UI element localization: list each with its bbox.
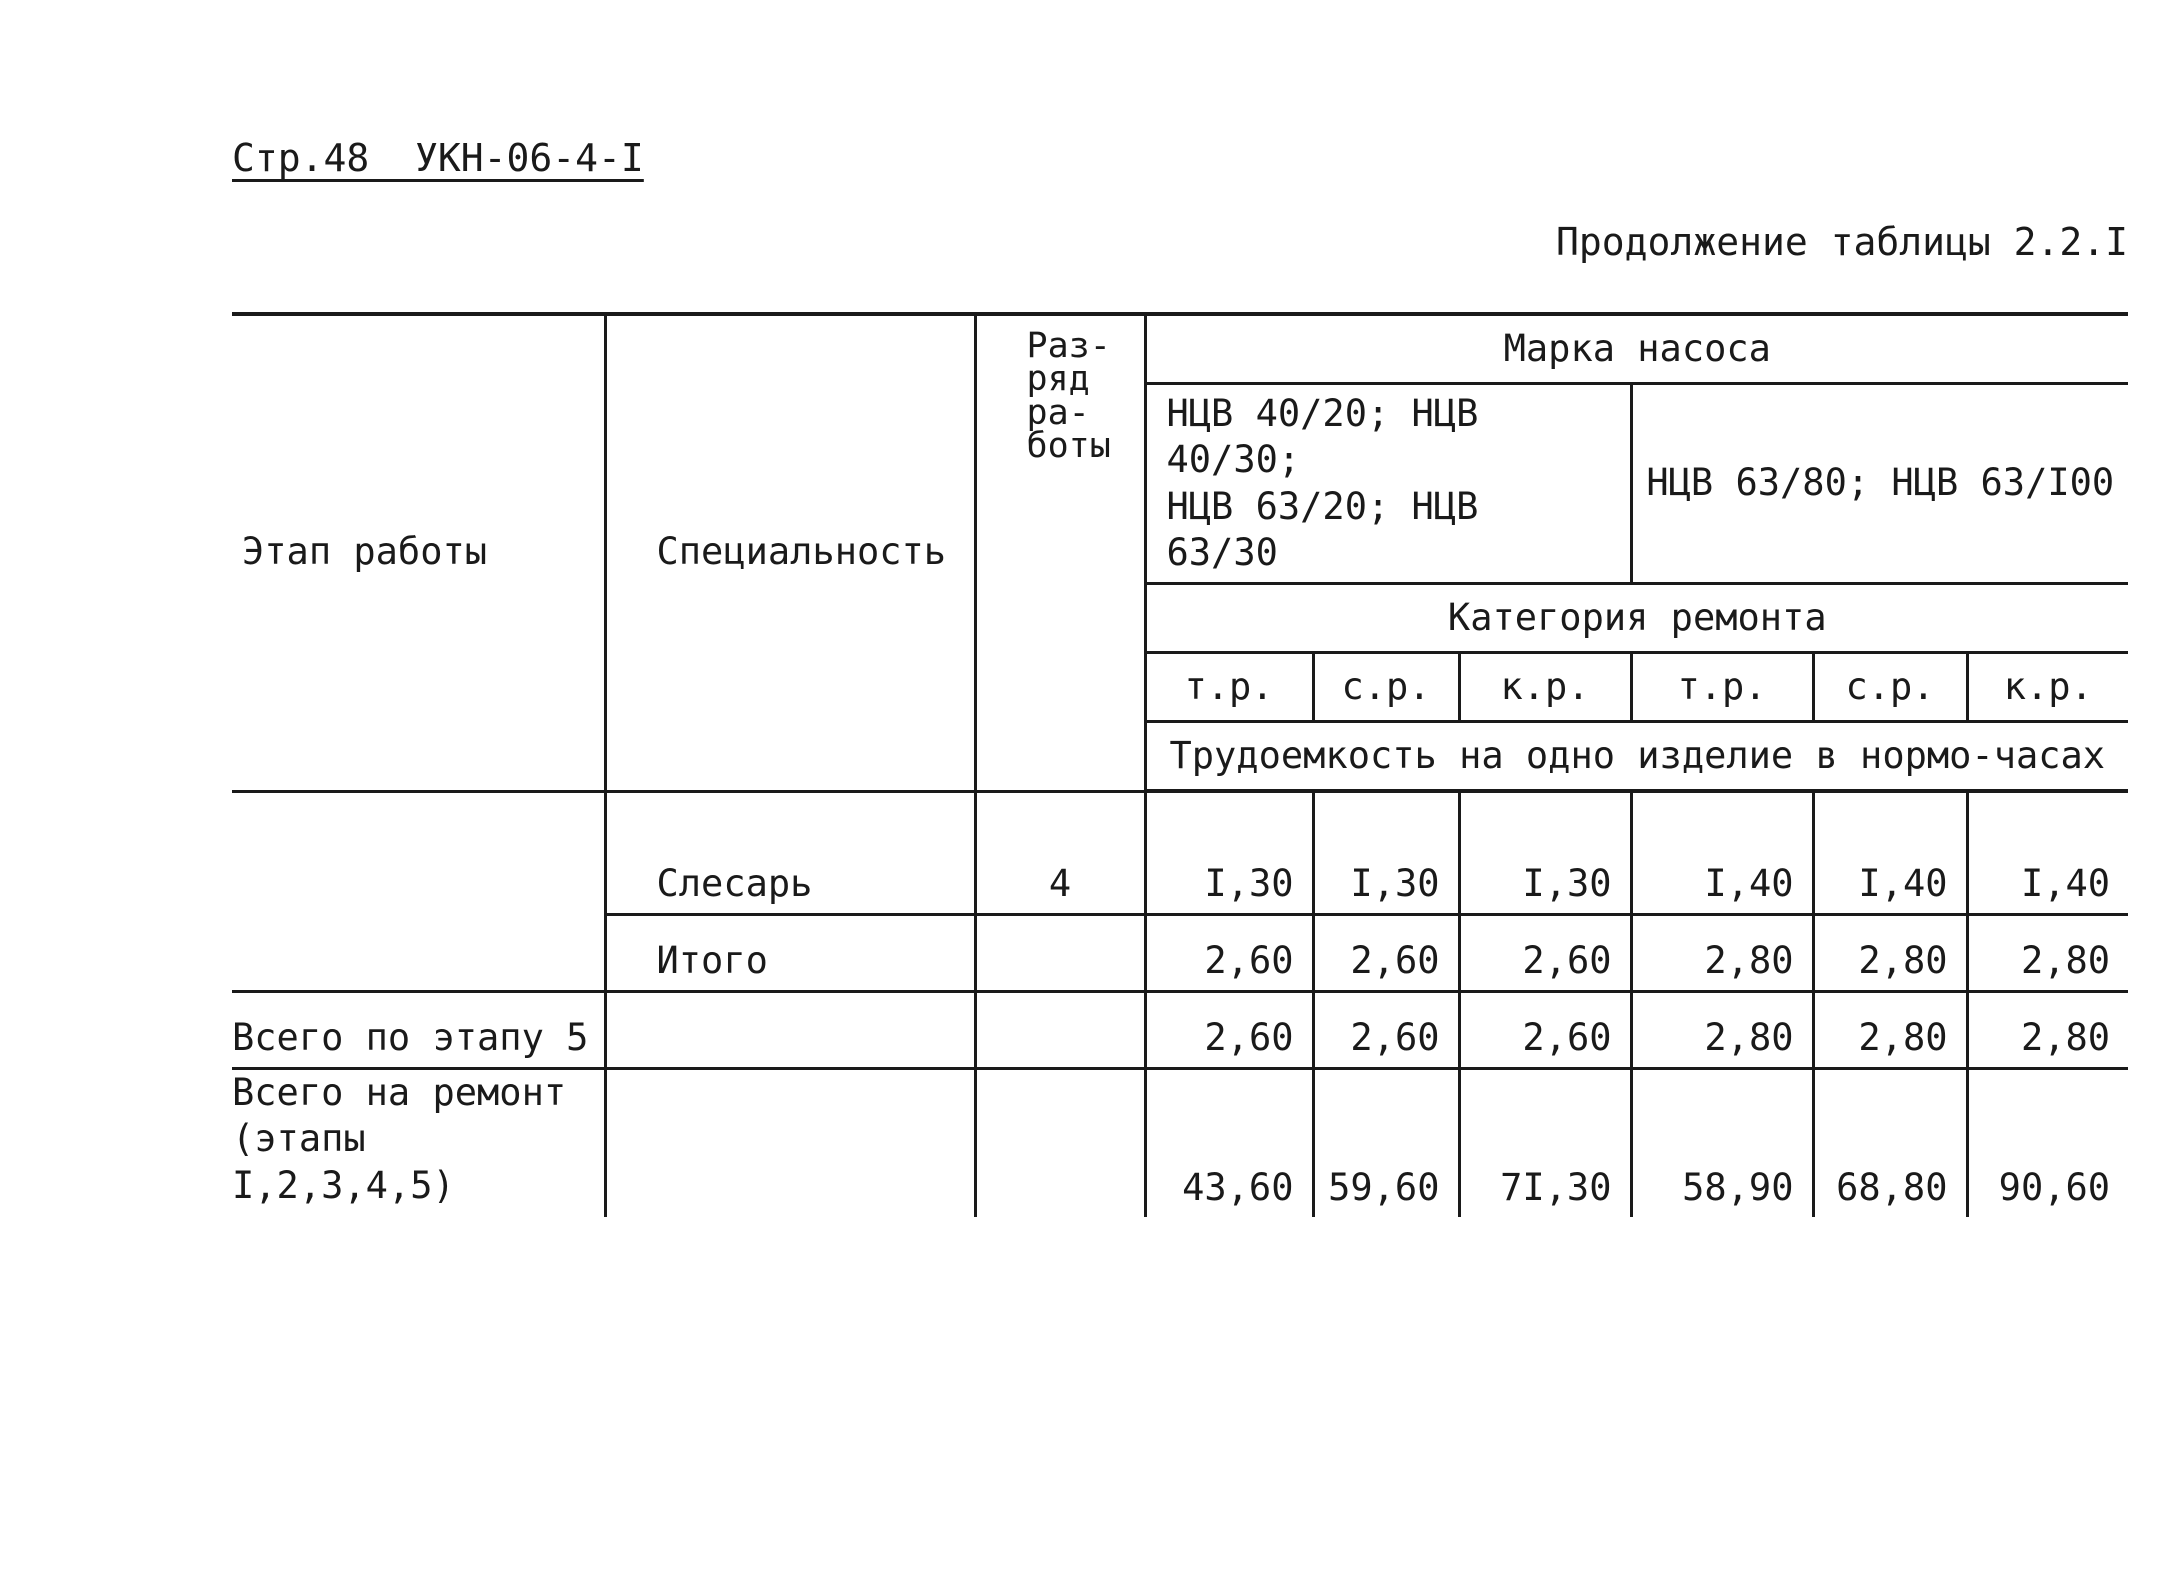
row-value: I,40 — [1813, 791, 1967, 915]
row-value: 59,60 — [1313, 1069, 1459, 1217]
table-row — [232, 992, 2128, 1069]
header-category-4: т.р. — [1631, 653, 1813, 722]
header-specialty: Специальность — [605, 314, 975, 791]
header-repair-category: Категория ремонта — [1145, 584, 2128, 653]
row-value: 7I,30 — [1459, 1069, 1631, 1217]
row-value: I,30 — [1313, 791, 1459, 915]
row-value: I,30 — [1145, 791, 1313, 915]
row-specialty — [605, 992, 975, 1069]
page-header: Стр.48 УКН-06-4-I — [232, 136, 644, 180]
row-specialty — [605, 1069, 975, 1217]
row-value: I,40 — [1967, 791, 2128, 915]
row-rank — [975, 992, 1145, 1069]
row-stage — [232, 915, 605, 992]
row-value: 2,60 — [1459, 915, 1631, 992]
row-value: 90,60 — [1967, 1069, 2128, 1217]
header-category-3: к.р. — [1459, 653, 1631, 722]
row-value: 2,60 — [1459, 992, 1631, 1069]
row-rank — [975, 1069, 1145, 1217]
row-value: 68,80 — [1813, 1069, 1967, 1217]
row-value: 43,60 — [1145, 1069, 1313, 1217]
row-value: 2,80 — [1967, 992, 2128, 1069]
row-value: 2,60 — [1145, 915, 1313, 992]
row-value: 2,80 — [1813, 915, 1967, 992]
table-row — [232, 915, 2128, 992]
row-stage: Всего на ремонт (этапы I,2,3,4,5) — [232, 1071, 567, 1207]
row-value: 2,60 — [1313, 915, 1459, 992]
row-value: 58,90 — [1631, 1069, 1813, 1217]
header-group-2: НЦВ 63/80; НЦВ 63/I00 — [1631, 384, 2128, 584]
table-continuation-label: Продолжение таблицы 2.2.I — [1556, 220, 2128, 264]
row-specialty: Итого — [605, 915, 975, 992]
row-value: I,40 — [1631, 791, 1813, 915]
row-value: 2,60 — [1145, 992, 1313, 1069]
header-rank: Раз- ряд ра- боты — [975, 314, 1145, 791]
row-value: 2,60 — [1313, 992, 1459, 1069]
row-specialty: Слесарь — [605, 791, 975, 915]
row-value: 2,80 — [1631, 915, 1813, 992]
header-category-2: с.р. — [1313, 653, 1459, 722]
header-category-1: т.р. — [1145, 653, 1313, 722]
row-rank — [975, 915, 1145, 992]
header-labor-unit: Трудоемкость на одно изделие в нормо-часах — [1145, 722, 2128, 792]
row-value: 2,80 — [1813, 992, 1967, 1069]
table-row — [232, 791, 2128, 915]
row-value: I,30 — [1459, 791, 1631, 915]
header-group-1: НЦВ 40/20; НЦВ 40/30; НЦВ 63/20; НЦВ 63/30 — [1145, 384, 1631, 584]
header-category-5: с.р. — [1813, 653, 1967, 722]
header-pump-brand: Марка насоса — [1145, 314, 2128, 384]
header-category-6: к.р. — [1967, 653, 2128, 722]
header-stage: Этап работы — [232, 314, 605, 791]
row-value: 2,80 — [1967, 915, 2128, 992]
row-stage — [232, 791, 605, 915]
labor-table — [232, 312, 2128, 1217]
row-stage: Всего по этапу 5 — [232, 992, 605, 1069]
row-rank: 4 — [975, 791, 1145, 915]
table-row — [232, 1069, 2128, 1217]
row-value: 2,80 — [1631, 992, 1813, 1069]
